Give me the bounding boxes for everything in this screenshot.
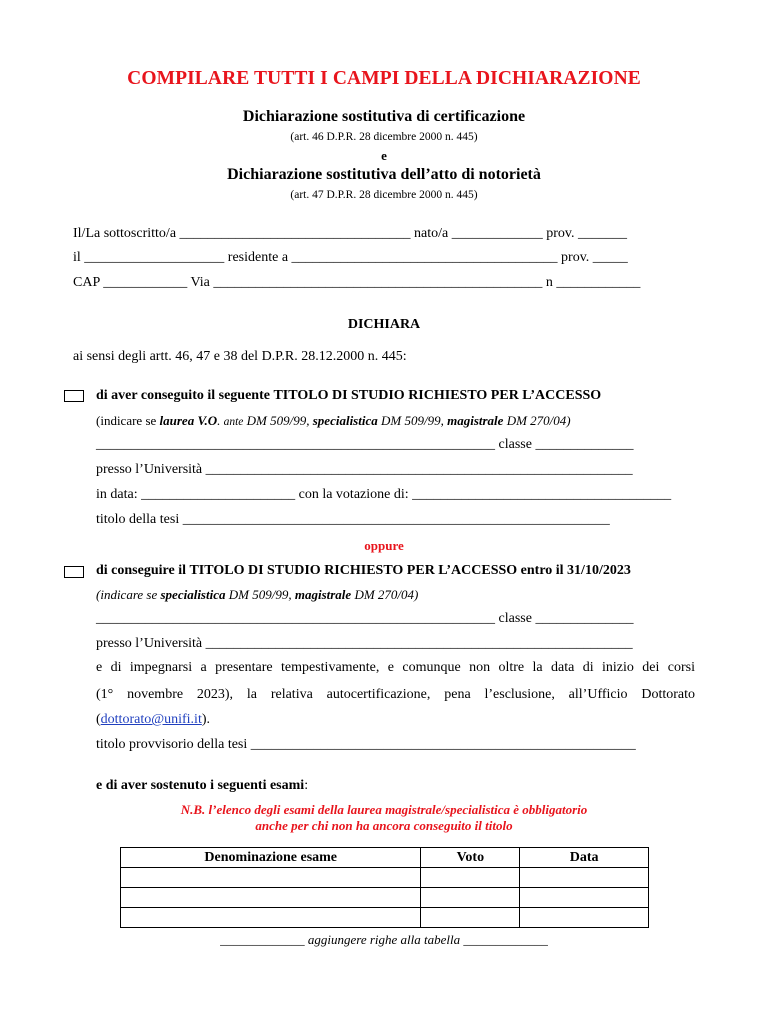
personal-line-name bbox=[73, 226, 627, 242]
declaration-ref-art46: (art. 46 D.P.R. 28 dicembre 2000 n. 445) bbox=[290, 131, 478, 143]
field-university-pending[interactable]: _____________________________________________________________ bbox=[205, 636, 633, 651]
label-prov: prov. bbox=[542, 226, 579, 241]
option1-university-line bbox=[96, 462, 633, 478]
checkbox-degree-obtained[interactable] bbox=[64, 390, 84, 402]
nb-line1: N.B. l’elenco degli esami della laurea magistrale/specialistica è obbligatorio bbox=[180, 802, 588, 817]
label-thesis-title: titolo della tesi bbox=[96, 512, 183, 527]
field-date-of-birth[interactable]: ____________________ bbox=[84, 250, 225, 265]
personal-line-address bbox=[73, 275, 640, 291]
option2-commitment-line2: (1° novembre 2023), la relativa autocertificazione, pena l’esclusione, all’Ufficio Dottorato bbox=[96, 687, 695, 702]
conjunction-e: e bbox=[381, 148, 387, 163]
label-classe: classe bbox=[495, 437, 536, 452]
field-provisional-thesis[interactable]: _______________________________________________________ bbox=[250, 737, 636, 752]
option1-thesis-line bbox=[96, 512, 610, 528]
declaration-heading-certification: Dichiarazione sostitutiva di certificazione bbox=[242, 108, 526, 125]
label-undersigned: Il/La sottoscritto/a bbox=[73, 226, 180, 241]
cell-vote[interactable] bbox=[421, 888, 520, 908]
label-via: Via bbox=[187, 275, 214, 290]
label-date-of-birth: il bbox=[73, 250, 85, 265]
field-residence-province[interactable]: _____ bbox=[592, 250, 628, 265]
option2-deadline: entro il 31/10/2023 bbox=[517, 563, 631, 578]
option1-date-line bbox=[96, 487, 671, 503]
cell-exam-name[interactable] bbox=[121, 868, 421, 888]
page-title: COMPILARE TUTTI I CAMPI DELLA DICHIARAZIONE bbox=[127, 68, 641, 89]
label-date: in data: bbox=[96, 487, 142, 502]
email-link[interactable]: dottorato@unifi.it bbox=[100, 712, 202, 727]
field-degree-name-pending[interactable]: _________________________________________________________ bbox=[96, 611, 495, 626]
label-vote: con la votazione di: bbox=[295, 487, 413, 502]
cell-vote[interactable] bbox=[421, 908, 520, 928]
option2-lead: di conseguire il bbox=[96, 563, 190, 578]
field-residence-city[interactable]: ______________________________________ bbox=[291, 250, 558, 265]
field-birthplace[interactable]: _____________ bbox=[451, 226, 543, 241]
legal-intro: ai sensi degli artt. 46, 47 e 38 del D.P.R. 28.12.2000 n. 445: bbox=[73, 349, 407, 364]
add-rows-note: _____________ aggiungere righe alla tabella _____________ bbox=[220, 932, 548, 947]
col-header-date: Data bbox=[520, 848, 649, 868]
option1-degree-line bbox=[96, 437, 633, 453]
label-cap: CAP bbox=[73, 275, 104, 290]
field-street-number[interactable]: ____________ bbox=[556, 275, 641, 290]
declaration-ref-art47: (art. 47 D.P.R. 28 dicembre 2000 n. 445) bbox=[290, 189, 478, 201]
option2-commitment-line1: e di impegnarsi a presentare tempestivamente, e comunque non oltre la data di inizio dei corsi bbox=[96, 660, 695, 675]
field-cap[interactable]: ____________ bbox=[103, 275, 188, 290]
option2-university-line bbox=[96, 636, 633, 652]
declaration-heading-notoriety: Dichiarazione sostitutiva dell’atto di notorietà bbox=[227, 166, 541, 183]
cell-exam-name[interactable] bbox=[121, 888, 421, 908]
col-header-vote: Voto bbox=[421, 848, 520, 868]
cell-date[interactable] bbox=[520, 868, 649, 888]
cell-date[interactable] bbox=[520, 888, 649, 908]
oppure-separator: oppure bbox=[364, 538, 404, 553]
field-graduation-vote[interactable]: _____________________________________ bbox=[412, 487, 672, 502]
exams-table-header bbox=[121, 848, 649, 868]
option2-title-label: TITOLO DI STUDIO RICHIESTO PER L’ACCESSO bbox=[189, 563, 518, 578]
field-birth-province[interactable]: _______ bbox=[578, 226, 628, 241]
nb-line2: anche per chi non ha ancora conseguito il titolo bbox=[255, 818, 513, 833]
field-undersigned-name[interactable]: _________________________________ bbox=[179, 226, 411, 241]
option2-email-line: (dottorato@unifi.it). bbox=[96, 712, 211, 727]
table-row bbox=[121, 908, 649, 928]
cell-vote[interactable] bbox=[421, 868, 520, 888]
label-born: nato/a bbox=[410, 226, 452, 241]
table-row bbox=[121, 888, 649, 908]
exams-table bbox=[120, 847, 649, 928]
option2-note: (indicare se specialistica DM 509/99, magistrale DM 270/04) bbox=[96, 587, 419, 602]
cell-exam-name[interactable] bbox=[121, 908, 421, 928]
option1-lead: di aver conseguito il seguente bbox=[96, 388, 274, 403]
field-degree-class-pending[interactable]: ______________ bbox=[535, 611, 634, 626]
option1-statement bbox=[96, 388, 601, 404]
option2-thesis-line bbox=[96, 737, 636, 753]
exams-intro: e di aver sostenuto i seguenti esami: bbox=[96, 778, 309, 793]
field-degree-name[interactable]: _________________________________________________________ bbox=[96, 437, 495, 452]
label-classe: classe bbox=[495, 611, 536, 626]
field-thesis-title[interactable]: _____________________________________________________________ bbox=[182, 512, 610, 527]
field-street[interactable]: _______________________________________________ bbox=[213, 275, 543, 290]
label-resident: residente a bbox=[224, 250, 292, 265]
col-header-exam-name: Denominazione esame bbox=[121, 848, 421, 868]
field-university[interactable]: _____________________________________________________________ bbox=[205, 462, 633, 477]
dichiara-heading: DICHIARA bbox=[347, 317, 421, 332]
label-university: presso l’Università bbox=[96, 636, 206, 651]
field-degree-class[interactable]: ______________ bbox=[535, 437, 634, 452]
checkbox-degree-pending[interactable] bbox=[64, 566, 84, 578]
table-row bbox=[121, 868, 649, 888]
option2-statement bbox=[96, 563, 631, 579]
label-number: n bbox=[542, 275, 557, 290]
option2-degree-line bbox=[96, 611, 633, 627]
option1-note: (indicare se laurea V.O. ante DM 509/99, specialistica DM 509/99, magistrale DM 270/04) bbox=[96, 413, 571, 428]
personal-line-residence bbox=[73, 250, 628, 266]
cell-date[interactable] bbox=[520, 908, 649, 928]
field-graduation-date[interactable]: ______________________ bbox=[141, 487, 296, 502]
label-provisional-thesis: titolo provvisorio della tesi bbox=[96, 737, 251, 752]
option1-title-label: TITOLO DI STUDIO RICHIESTO PER L’ACCESSO bbox=[273, 388, 602, 403]
label-university: presso l’Università bbox=[96, 462, 206, 477]
label-prov: prov. bbox=[557, 250, 593, 265]
